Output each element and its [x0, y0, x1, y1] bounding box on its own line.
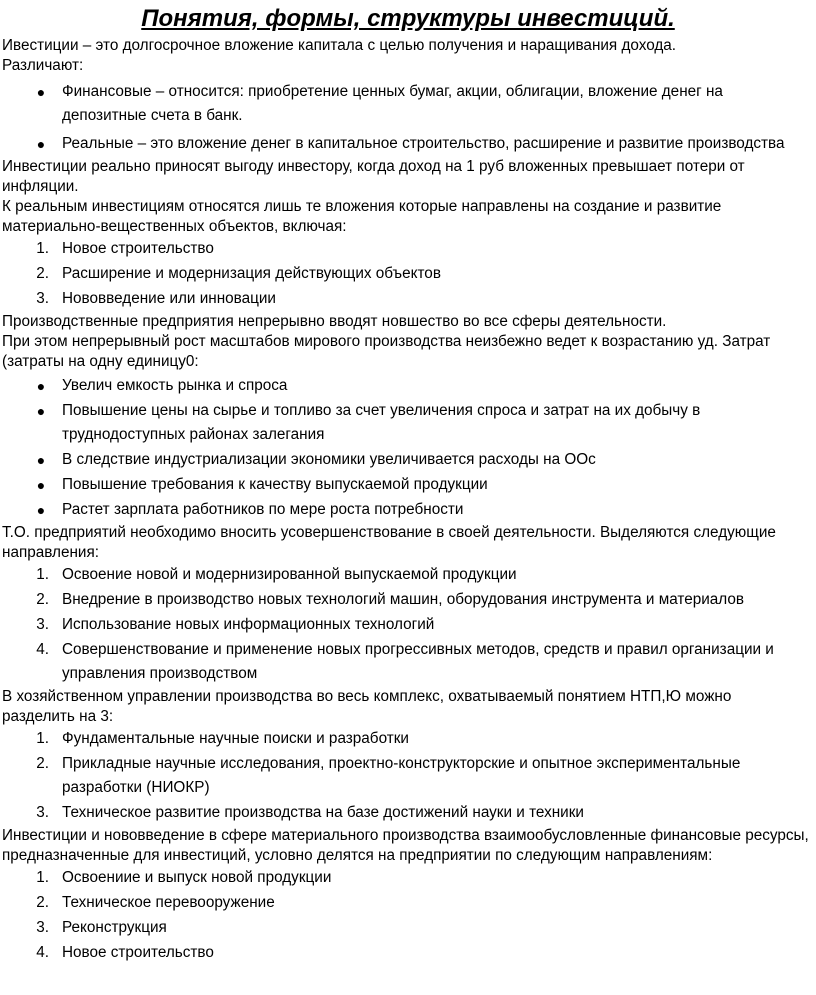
list-item [2, 801, 814, 825]
paragraph-profit: Инвестиции реально приносят выгоду инвестору, когда доход на 1 руб вложенных превышает потери от инфляции. [2, 158, 745, 195]
list-item [2, 866, 814, 890]
list-item [2, 588, 814, 612]
bullet-list-investment-types [2, 80, 814, 156]
list-item-text: Финансовые – относится: приобретение ценных бумаг, акции, облигации, вложение денег на депозитные счета в банк. [62, 83, 723, 124]
list-item-text: Увелич емкость рынка и спроса [62, 377, 288, 394]
paragraph-ntp: В хозяйственном управлении производства во весь комплекс, охватываемый понятием НТП,Ю можно разделить на 3: [2, 688, 732, 725]
list-item [2, 473, 814, 497]
list-item-text: Растет зарплата работников по мере роста потребности [62, 501, 464, 518]
list-number: 1. [36, 240, 49, 257]
list-number: 3. [36, 804, 49, 821]
list-number: 3. [36, 919, 49, 936]
list-item-text: Новое строительство [62, 944, 214, 961]
list-number: 3. [36, 616, 49, 633]
list-item [2, 448, 814, 472]
bullet-icon: ● [36, 378, 46, 394]
paragraph-definition: Ивестиции – это долгосрочное вложение капитала с целью получения и наращивания дохода. [2, 37, 677, 54]
list-item-text: Техническое перевооружение [62, 894, 275, 911]
list-item-text: Прикладные научные исследования, проектно-конструкторские и опытное экспериментальные разработки (НИОКР) [62, 755, 741, 796]
bullet-list-factors [2, 374, 814, 522]
bullet-icon: ● [36, 452, 46, 468]
list-item-text: Техническое развитие производства на базе достижений науки и техники [62, 804, 584, 821]
list-item-text: Повышение требования к качеству выпускаемой продукции [62, 476, 488, 493]
list-number: 2. [36, 894, 49, 911]
bullet-icon: ● [36, 136, 46, 152]
bullet-icon: ● [36, 477, 46, 493]
list-item-text: Освоениие и выпуск новой продукции [62, 869, 332, 886]
list-item [2, 727, 814, 751]
list-number: 3. [36, 290, 49, 307]
list-number: 2. [36, 591, 49, 608]
list-item-text: Новое строительство [62, 240, 214, 257]
paragraph-directions-intro: Инвестиции и нововведение в сфере материального производства взаимообусловленные финансовые ресурсы, предназначенные для инвестиций, условно делятся на предприятии по следующим направлениям: [2, 827, 809, 864]
numbered-list-directions [2, 563, 814, 686]
list-number: 1. [36, 730, 49, 747]
list-number: 2. [36, 265, 49, 282]
list-item [2, 916, 814, 940]
paragraph-improvement: Т.О. предприятий необходимо вносить усовершенствование в своей деятельности. Выделяются следующие направления: [2, 524, 776, 561]
list-item [2, 262, 814, 286]
bullet-icon: ● [36, 502, 46, 518]
list-item-text: Повышение цены на сырье и топливо за счет увеличения спроса и затрат на их добычу в труднодоступных районах залегания [62, 402, 701, 443]
list-item-text: Фундаментальные научные поиски и разработки [62, 730, 409, 747]
list-item-text: Совершенствование и применение новых прогрессивных методов, средств и правил организации и управления производством [62, 641, 774, 682]
paragraph-innovation: Производственные предприятия непрерывно вводят новшество во все сферы деятельности. [2, 313, 667, 330]
paragraph-types-intro: Различают: [2, 57, 84, 74]
list-item [2, 891, 814, 915]
list-item-text: В следствие индустриализации экономики увеличивается расходы на ООс [62, 451, 596, 468]
list-item [2, 237, 814, 261]
list-number: 4. [36, 944, 49, 961]
paragraph-growth: При этом непрерывный рост масштабов мирового производства неизбежно ведет к возрастанию уд. Затрат (затраты на одну единицу0: [2, 333, 771, 370]
list-item-text: Нововведение или инновации [62, 290, 276, 307]
list-item [2, 563, 814, 587]
list-item-text: Внедрение в производство новых технологий машин, оборудования инструмента и материалов [62, 591, 745, 608]
list-item-text: Реконструкция [62, 919, 167, 936]
list-item-text: Реальные – это вложение денег в капитальное строительство, расширение и развитие производства [62, 135, 785, 152]
page-title: Понятия, формы, структуры инвестиций. [141, 5, 675, 32]
numbered-list-real-objects [2, 237, 814, 311]
list-item [2, 374, 814, 398]
bullet-icon: ● [36, 84, 46, 100]
list-item [2, 287, 814, 311]
list-item [2, 638, 814, 686]
list-item [2, 941, 814, 965]
numbered-list-ntp-parts [2, 727, 814, 825]
paragraph-real-investments: К реальным инвестициям относятся лишь те вложения которые направлены на создание и развитие материально-вещественных объектов, включая: [2, 198, 722, 235]
list-number: 4. [36, 641, 49, 658]
list-item-text: Использование новых информационных технологий [62, 616, 435, 633]
list-item [2, 752, 814, 800]
list-item-text: Расширение и модернизация действующих объектов [62, 265, 441, 282]
list-number: 1. [36, 566, 49, 583]
list-item [2, 613, 814, 637]
list-item-text: Освоение новой и модернизированной выпускаемой продукции [62, 566, 517, 583]
list-item [2, 80, 814, 128]
numbered-list-final-directions [2, 866, 814, 965]
list-number: 1. [36, 869, 49, 886]
list-item [2, 132, 814, 156]
list-item [2, 399, 814, 447]
bullet-icon: ● [36, 403, 46, 419]
list-number: 2. [36, 755, 49, 772]
list-item [2, 498, 814, 522]
